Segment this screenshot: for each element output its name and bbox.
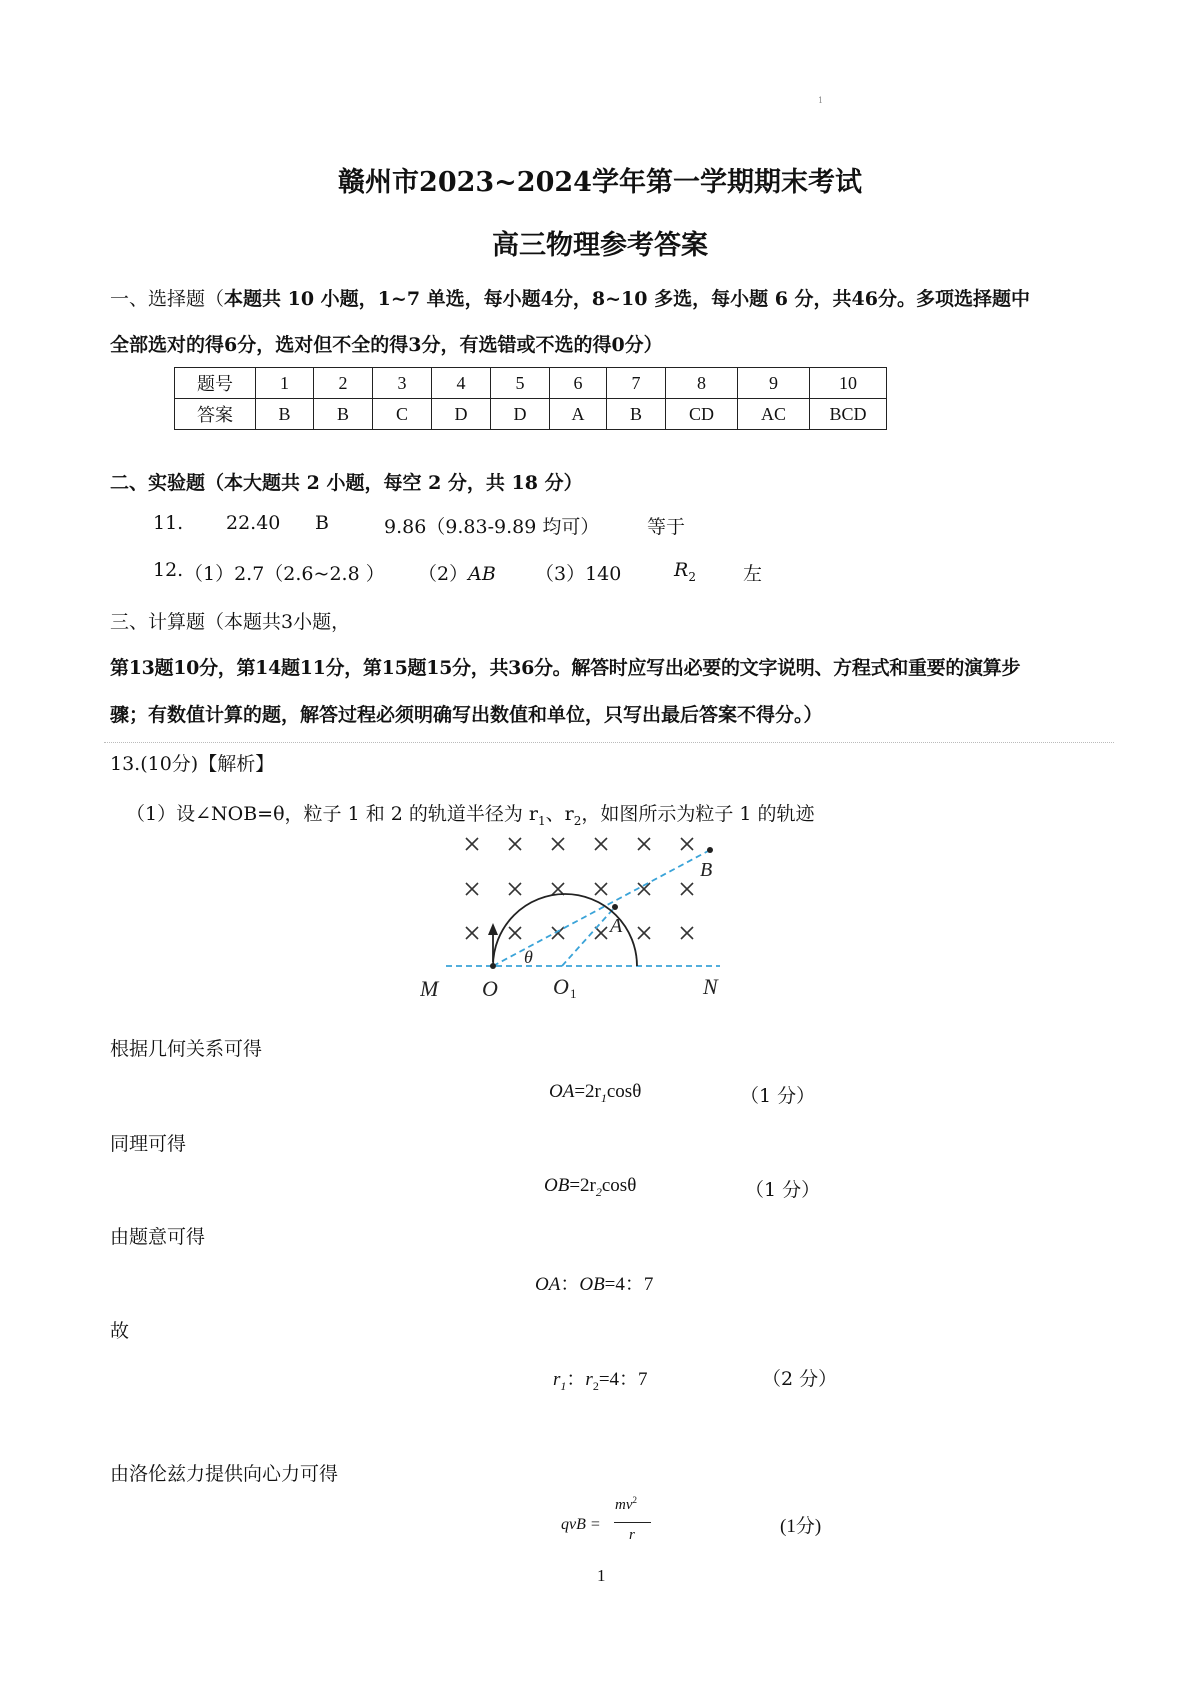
q13-text3: 由题意可得: [110, 1226, 206, 1248]
eq2-rhs-a: =2r: [569, 1175, 596, 1196]
number-cell: 2: [314, 368, 373, 399]
section1-heading: [110, 284, 1030, 311]
q13-part1: [126, 799, 815, 828]
eq1: [549, 1081, 641, 1106]
answer-cell: D: [432, 399, 491, 430]
q13-text4: 故: [110, 1320, 130, 1342]
q11-answer-4: 等于: [647, 516, 686, 538]
eq5-fraction-bar: [614, 1522, 651, 1523]
answer-cell: B: [607, 399, 666, 430]
number-cell: 8: [666, 368, 738, 399]
number-cell: 7: [607, 368, 666, 399]
cross-icon: [466, 838, 478, 850]
q12-part-4-sub: 2: [688, 569, 696, 584]
cross-icon: [509, 883, 521, 895]
cross-icon: [681, 927, 693, 939]
cross-icon: [509, 927, 521, 939]
answer-cell: B: [314, 399, 373, 430]
q13-part1-text: （1）设∠NOB=θ，粒子 1 和 2 的轨道半径为 r: [126, 803, 538, 825]
section3-heading-line2: 第13题10分，第14题11分，第15题15分，共36分。解答时应写出必要的文字说明、方程式和重要的演算步: [110, 657, 1021, 679]
section2-heading: 二、实验题（本大题共 2 小题，每空 2 分，共 18 分）: [110, 472, 583, 494]
page-title: 赣州市2023~2024学年第一学期期末考试: [338, 167, 862, 198]
q13-text1: 根据几何关系可得: [110, 1038, 263, 1060]
answer-table-row-numbers: [175, 368, 887, 399]
eq1-lhs: OA: [549, 1081, 575, 1102]
o1a-line: [562, 907, 615, 966]
cross-icon: [595, 883, 607, 895]
q12-number: 12.: [153, 559, 184, 581]
number-cell: 6: [550, 368, 607, 399]
answer-cell: BCD: [810, 399, 887, 430]
eq4-score: （2 分）: [762, 1368, 838, 1390]
number-cell: 9: [738, 368, 810, 399]
eq1-rhs-a: =2r: [574, 1081, 601, 1102]
q12-part-4: [674, 559, 696, 584]
q13-text5: 由洛伦兹力提供向心力可得: [110, 1463, 339, 1485]
eq4-sep: ：: [566, 1369, 586, 1390]
arrow-head-icon: [488, 923, 498, 935]
q12-part-4-var: R: [674, 559, 689, 581]
answer-table: [174, 367, 887, 430]
eq5-lhs: qvB =: [561, 1516, 601, 1533]
eq5-num: mv: [615, 1497, 633, 1513]
eq4-a: r: [553, 1369, 561, 1390]
section3-heading-line3: 骤；有数值计算的题，解答过程必须明确写出数值和单位，只写出最后答案不得分。）: [110, 704, 823, 726]
point-o: [490, 963, 496, 969]
number-cell: 5: [491, 368, 550, 399]
eq3-sep: ：: [560, 1274, 580, 1295]
cross-icon: [595, 927, 607, 939]
section3-heading-line1: 三、计算题（本题共3小题，: [110, 611, 351, 633]
eq3-b: OB: [579, 1274, 605, 1295]
point-a: [612, 904, 618, 910]
q12-part-2: [418, 559, 496, 586]
number-cell: 3: [373, 368, 432, 399]
label-a: A: [610, 915, 623, 937]
eq5-sup: 2: [632, 1495, 637, 1505]
q12-part-2-prefix: （2）: [418, 563, 469, 585]
eq5-numerator: [615, 1495, 637, 1514]
answer-cell: AC: [738, 399, 810, 430]
q12-part-3: （3）140: [535, 563, 622, 585]
eq4-a-sub: 1: [560, 1378, 567, 1393]
row-label-answers: 答案: [175, 399, 256, 430]
section1-heading-bold: 本题共 10 小题，1~7 单选，每小题4分，8~10 多选，每小题 6 分，共46分。多项选择题中: [224, 288, 1030, 310]
label-o1-sub: 1: [570, 986, 577, 998]
section1-heading-prefix: 一、选择题（: [110, 288, 225, 310]
section1-heading-line2: 全部选对的得6分，选对但不全的得3分，有选错或不选的得0分）: [110, 334, 663, 356]
answer-cell: CD: [666, 399, 738, 430]
q12-part-5: 左: [743, 563, 763, 585]
cross-icon: [552, 927, 564, 939]
label-b: B: [700, 859, 713, 881]
row-label-numbers: 题号: [175, 368, 256, 399]
cross-icon: [638, 927, 650, 939]
eq1-score: （1 分）: [740, 1085, 816, 1107]
eq3: [535, 1269, 653, 1296]
label-m: M: [420, 976, 439, 998]
eq4-b-sub: 2: [592, 1378, 599, 1393]
number-cell: 1: [256, 368, 314, 399]
eq3-rest: =4：7: [604, 1274, 654, 1295]
label-o: O: [482, 976, 498, 998]
eq1-rhs-b: cosθ: [606, 1081, 642, 1102]
cross-icon: [638, 838, 650, 850]
answer-cell: B: [256, 399, 314, 430]
number-cell: 10: [810, 368, 887, 399]
label-theta: θ: [524, 947, 533, 967]
cross-icon: [552, 838, 564, 850]
eq4-b: r: [585, 1369, 593, 1390]
q11-answer-3: 9.86（9.83-9.89 均可）: [384, 516, 600, 538]
point-b: [707, 847, 713, 853]
label-o1: O: [553, 974, 569, 998]
divider: [104, 742, 1114, 743]
eq3-a: OA: [535, 1274, 561, 1295]
q13-part1-end: ，如图所示为粒子 1 的轨迹: [581, 803, 815, 825]
eq1-sub: 1: [600, 1090, 607, 1105]
answer-cell: A: [550, 399, 607, 430]
eq2: [544, 1175, 636, 1200]
q12-part-2-value: AB: [468, 563, 496, 585]
trajectory-figure: [420, 828, 740, 998]
q11-answer-2: B: [315, 512, 329, 534]
q11-answer-1: 22.40: [226, 512, 281, 534]
cross-icon: [595, 838, 607, 850]
corner-mark: 1: [818, 96, 824, 105]
cross-icon: [509, 838, 521, 850]
cross-icon: [681, 883, 693, 895]
cross-icon: [466, 883, 478, 895]
eq4-rest: =4：7: [598, 1369, 648, 1390]
q13-part1-sub1: 1: [538, 813, 546, 828]
label-n: N: [703, 974, 718, 998]
cross-icon: [466, 927, 478, 939]
answer-table-row-answers: [175, 399, 887, 430]
eq2-sub: 2: [595, 1184, 602, 1199]
eq4: [553, 1364, 648, 1394]
page-subtitle: 高三物理参考答案: [492, 230, 708, 261]
eq2-score: （1 分）: [745, 1179, 821, 1201]
eq5-denominator: r: [629, 1527, 635, 1543]
eq2-rhs-b: cosθ: [601, 1175, 637, 1196]
page-number: 1: [597, 1566, 606, 1585]
eq2-lhs: OB: [544, 1175, 570, 1196]
cross-icon: [681, 838, 693, 850]
magnetic-field-crosses: [466, 838, 693, 939]
q13-part1-mid: 、r: [545, 803, 574, 825]
answer-cell: C: [373, 399, 432, 430]
number-cell: 4: [432, 368, 491, 399]
eq5-score: (1分): [780, 1516, 822, 1537]
q13-text2: 同理可得: [110, 1133, 187, 1155]
q12-part-1: （1）2.7（2.6~2.8 ）: [184, 563, 385, 585]
q11-number: 11.: [153, 512, 184, 534]
q13-header: 13.(10分)【解析】: [110, 753, 275, 775]
answer-cell: D: [491, 399, 550, 430]
q13-part1-sub2: 2: [573, 813, 582, 828]
